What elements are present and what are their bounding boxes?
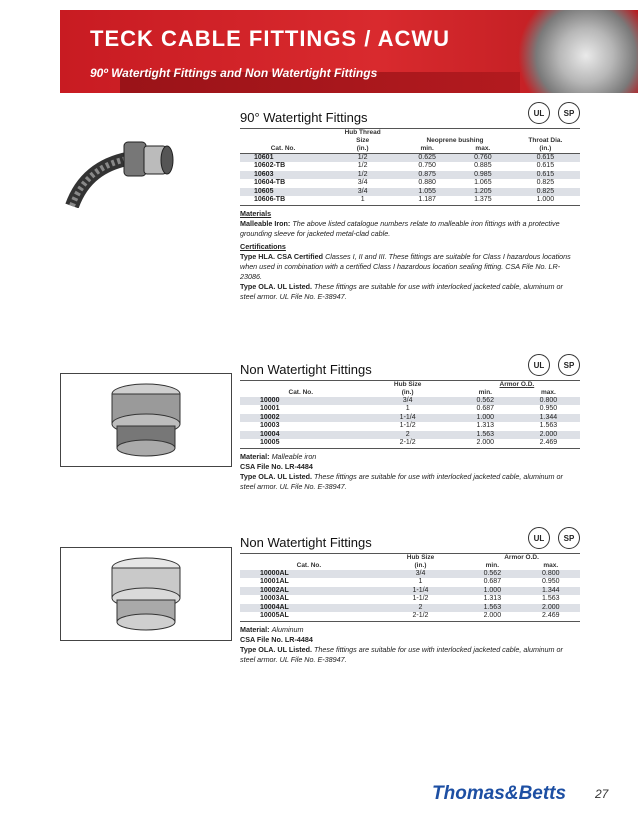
cell-cat: 10001 bbox=[260, 405, 280, 413]
cell-min: 0.880 bbox=[418, 179, 436, 187]
page-title: TECK CABLE FITTINGS / ACWU bbox=[90, 26, 451, 51]
cell-size: 1/2 bbox=[326, 171, 399, 179]
cell-max: 1.205 bbox=[455, 188, 511, 196]
cell-throat: 0.615 bbox=[511, 154, 580, 163]
non-watertight-fitting-image bbox=[61, 374, 231, 466]
cell-cat: 10005 bbox=[260, 439, 280, 447]
materials-heading: Materials bbox=[240, 209, 272, 219]
csa-logo-icon: SP bbox=[558, 527, 580, 549]
cell-cat: 10002 bbox=[240, 414, 362, 422]
non-watertight-aluminum-notes bbox=[240, 625, 580, 665]
table-row bbox=[240, 604, 580, 612]
cell-cat: 10603 bbox=[240, 171, 326, 179]
cell-size: 2-1/2 bbox=[399, 439, 416, 447]
cell-min: 0.562 bbox=[454, 397, 517, 405]
section-non-watertight-aluminum bbox=[240, 535, 580, 665]
watertight-notes bbox=[240, 209, 580, 302]
table-row bbox=[240, 612, 580, 620]
col-cat-no: Cat. No. bbox=[270, 145, 296, 152]
cell-cat: 10001AL bbox=[260, 578, 289, 586]
cell-size: 3/4 bbox=[326, 188, 399, 196]
materials-label: Malleable Iron: bbox=[240, 219, 291, 229]
cell-min: 0.687 bbox=[476, 405, 495, 413]
col-min: min. bbox=[420, 145, 434, 152]
col-cat-no: Cat. No. bbox=[296, 562, 322, 569]
cell-size: 2-1/2 bbox=[412, 612, 429, 620]
cell-max: 1.344 bbox=[517, 414, 580, 422]
ul-text: These fittings are suitable for use with interlocked jacketed cable, aluminum or steel armor. UL File No. E-38947. bbox=[240, 645, 563, 665]
page-number: 27 bbox=[595, 787, 609, 801]
table-row bbox=[240, 179, 580, 187]
aluminum-fitting-image-frame bbox=[60, 547, 232, 641]
non-watertight-iron-table bbox=[240, 381, 580, 447]
cell-min: 1.313 bbox=[476, 422, 495, 430]
cert2-label: Type OLA. UL Listed. bbox=[240, 282, 313, 292]
ul-logo-icon: UL bbox=[528, 354, 550, 376]
csa-file: CSA File No. LR-4484 bbox=[240, 635, 313, 645]
cert1-label: Type HLA. CSA Certified bbox=[240, 252, 324, 262]
cell-max: 0.800 bbox=[522, 570, 580, 578]
csa-logo-icon: SP bbox=[558, 354, 580, 376]
table-row bbox=[240, 405, 580, 413]
section-title: Non Watertight Fittings bbox=[240, 362, 372, 377]
cell-min: 0.875 bbox=[399, 171, 455, 179]
cell-cat: 10005AL bbox=[260, 612, 289, 620]
cell-throat: 0.825 bbox=[536, 179, 555, 187]
cell-max: 2.000 bbox=[517, 431, 580, 439]
csa-file: CSA File No. LR-4484 bbox=[240, 462, 313, 472]
material-label: Material: bbox=[240, 625, 270, 635]
cert2-text: These fittings are suitable for use with interlocked jacketed cable, aluminum or steel armor. UL File No. E-38947. bbox=[240, 282, 563, 302]
cell-size: 3/4 bbox=[362, 397, 454, 405]
cell-size: 1 bbox=[360, 196, 365, 204]
cell-size: 1-1/4 bbox=[378, 587, 463, 595]
cell-min: 1.563 bbox=[463, 604, 521, 612]
col-hub-size: Hub Size bbox=[406, 554, 435, 561]
material-text: Malleable iron bbox=[271, 452, 317, 462]
col-unit: (in.) bbox=[414, 562, 427, 569]
ul-label: Type OLA. UL Listed. bbox=[240, 472, 313, 482]
cell-cat: 10606-TB bbox=[254, 196, 286, 204]
csa-logo-icon: SP bbox=[558, 102, 580, 124]
cell-throat: 1.000 bbox=[536, 196, 555, 204]
section-title: 90° Watertight Fittings bbox=[240, 110, 368, 125]
cell-min: 1.000 bbox=[463, 587, 521, 595]
table-row bbox=[240, 578, 580, 586]
col-max: max. bbox=[543, 562, 559, 569]
cell-max: 1.563 bbox=[542, 595, 560, 603]
cell-min: 2.000 bbox=[483, 612, 502, 620]
cell-size: 1 bbox=[405, 405, 410, 413]
cell-cat: 10604-TB bbox=[254, 179, 286, 187]
table-row bbox=[240, 162, 580, 170]
cell-min: 1.187 bbox=[418, 196, 436, 204]
col-group-bushing: Neoprene bushing bbox=[426, 137, 484, 144]
table-row bbox=[240, 595, 580, 603]
cell-size: 3/4 bbox=[378, 570, 463, 578]
cell-throat: 0.825 bbox=[511, 188, 580, 196]
col-group-armor: Armor O.D. bbox=[499, 381, 535, 388]
certifications-heading: Certifications bbox=[240, 242, 286, 252]
table-row bbox=[240, 439, 580, 447]
cell-max: 0.760 bbox=[455, 154, 511, 163]
cell-min: 1.313 bbox=[483, 595, 502, 603]
cell-size: 2 bbox=[378, 604, 463, 612]
cell-size: 1-1/4 bbox=[362, 414, 454, 422]
certification-marks bbox=[528, 354, 580, 376]
cell-throat: 0.615 bbox=[536, 162, 555, 170]
table-row bbox=[240, 422, 580, 430]
cell-min: 1.055 bbox=[399, 188, 455, 196]
col-hub-size: Hub Size bbox=[393, 381, 422, 388]
table-row bbox=[240, 587, 580, 595]
cell-max: 1.563 bbox=[539, 422, 558, 430]
section-watertight bbox=[240, 110, 580, 302]
table-row bbox=[240, 171, 580, 179]
table-bottom-rule bbox=[240, 205, 580, 206]
col-throat-unit: (in.) bbox=[539, 145, 552, 152]
cell-min: 0.625 bbox=[399, 154, 455, 163]
col-max: max. bbox=[541, 389, 556, 396]
page-subtitle: 90º Watertight Fittings and Non Watertight Fittings bbox=[90, 66, 378, 80]
brand-logo: Thomas&Betts bbox=[432, 783, 567, 804]
cell-size: 1-1/2 bbox=[412, 595, 429, 603]
col-min: min. bbox=[478, 389, 492, 396]
cell-min: 0.562 bbox=[463, 570, 521, 578]
col-group-hub: Hub Thread bbox=[344, 129, 381, 136]
cell-max: 0.985 bbox=[455, 171, 511, 179]
table-row bbox=[240, 570, 580, 578]
cell-min: 1.000 bbox=[454, 414, 517, 422]
col-min: min. bbox=[485, 562, 500, 569]
cell-cat: 10602-TB bbox=[254, 162, 286, 170]
col-size-unit: (in.) bbox=[356, 145, 369, 152]
cell-cat: 10002AL bbox=[240, 587, 378, 595]
cell-size: 3/4 bbox=[357, 179, 368, 187]
aluminum-fitting-image bbox=[61, 548, 231, 640]
non-watertight-fitting-image-frame bbox=[60, 373, 232, 467]
cell-max: 2.000 bbox=[522, 604, 580, 612]
cell-cat: 10004 bbox=[240, 431, 362, 439]
cell-cat: 10000AL bbox=[240, 570, 378, 578]
cell-cat: 10004AL bbox=[240, 604, 378, 612]
cell-max: 1.065 bbox=[474, 179, 492, 187]
material-text: Aluminum bbox=[271, 625, 304, 635]
cell-throat: 0.615 bbox=[511, 171, 580, 179]
ul-text: These fittings are suitable for use with interlocked jacketed cable, aluminum or steel armor. UL File No. E-38947. bbox=[240, 472, 563, 492]
col-unit: (in.) bbox=[401, 389, 414, 396]
section-non-watertight-iron bbox=[240, 362, 580, 492]
cell-max: 0.800 bbox=[517, 397, 580, 405]
cell-max: 0.885 bbox=[474, 162, 492, 170]
cell-size: 1-1/2 bbox=[399, 422, 416, 430]
watertight-table bbox=[240, 129, 580, 204]
cell-min: 2.000 bbox=[476, 439, 495, 447]
cell-cat: 10605 bbox=[240, 188, 326, 196]
cell-size: 1/2 bbox=[326, 154, 399, 163]
col-max: max. bbox=[475, 145, 491, 152]
table-bottom-rule bbox=[240, 448, 580, 449]
non-watertight-aluminum-table bbox=[240, 554, 580, 620]
col-group-throat: Throat Dia. bbox=[528, 137, 563, 144]
table-row bbox=[240, 188, 580, 196]
material-label: Material: bbox=[240, 452, 270, 462]
certification-marks bbox=[528, 102, 580, 124]
certification-marks bbox=[528, 527, 580, 549]
col-group-armor: Armor O.D. bbox=[504, 554, 539, 561]
col-cat-no: Cat. No. bbox=[288, 389, 314, 396]
watertight-fitting-image bbox=[62, 128, 182, 208]
table-row bbox=[240, 196, 580, 204]
table-bottom-rule bbox=[240, 621, 580, 622]
cell-size: 1/2 bbox=[357, 162, 368, 170]
section-title: Non Watertight Fittings bbox=[240, 535, 372, 550]
non-watertight-iron-notes bbox=[240, 452, 580, 492]
cell-max: 1.375 bbox=[474, 196, 492, 204]
ul-logo-icon: UL bbox=[528, 102, 550, 124]
materials-text: The above listed catalogue numbers relate to malleable iron fittings with a protective grounding sleeve for jacketed metal-clad cable. bbox=[240, 219, 560, 239]
cell-cat: 10003AL bbox=[260, 595, 289, 603]
cell-max: 2.469 bbox=[539, 439, 558, 447]
cell-cat: 10003 bbox=[260, 422, 280, 430]
cell-max: 2.469 bbox=[542, 612, 560, 620]
table-row bbox=[240, 154, 580, 163]
cell-cat: 10000 bbox=[240, 397, 362, 405]
ul-logo-icon: UL bbox=[528, 527, 550, 549]
table-row bbox=[240, 431, 580, 439]
col-size: Size bbox=[356, 137, 370, 144]
cell-max: 0.950 bbox=[539, 405, 558, 413]
cell-min: 0.750 bbox=[418, 162, 436, 170]
cell-cat: 10601 bbox=[240, 154, 326, 163]
cell-max: 0.950 bbox=[542, 578, 560, 586]
cert1-text: Classes I, II and III. These fittings are suitable for Class I hazardous locations when used in combination with a certified Class I hazardous location sealing fitting. CSA File No. LR-23086. bbox=[240, 252, 571, 282]
table-row bbox=[240, 414, 580, 422]
table-row bbox=[240, 397, 580, 405]
cell-min: 1.563 bbox=[454, 431, 517, 439]
cell-size: 2 bbox=[362, 431, 454, 439]
cell-max: 1.344 bbox=[522, 587, 580, 595]
ul-label: Type OLA. UL Listed. bbox=[240, 645, 313, 655]
cell-size: 1 bbox=[418, 578, 423, 586]
banner-product-photo bbox=[508, 10, 638, 93]
cell-min: 0.687 bbox=[483, 578, 502, 586]
